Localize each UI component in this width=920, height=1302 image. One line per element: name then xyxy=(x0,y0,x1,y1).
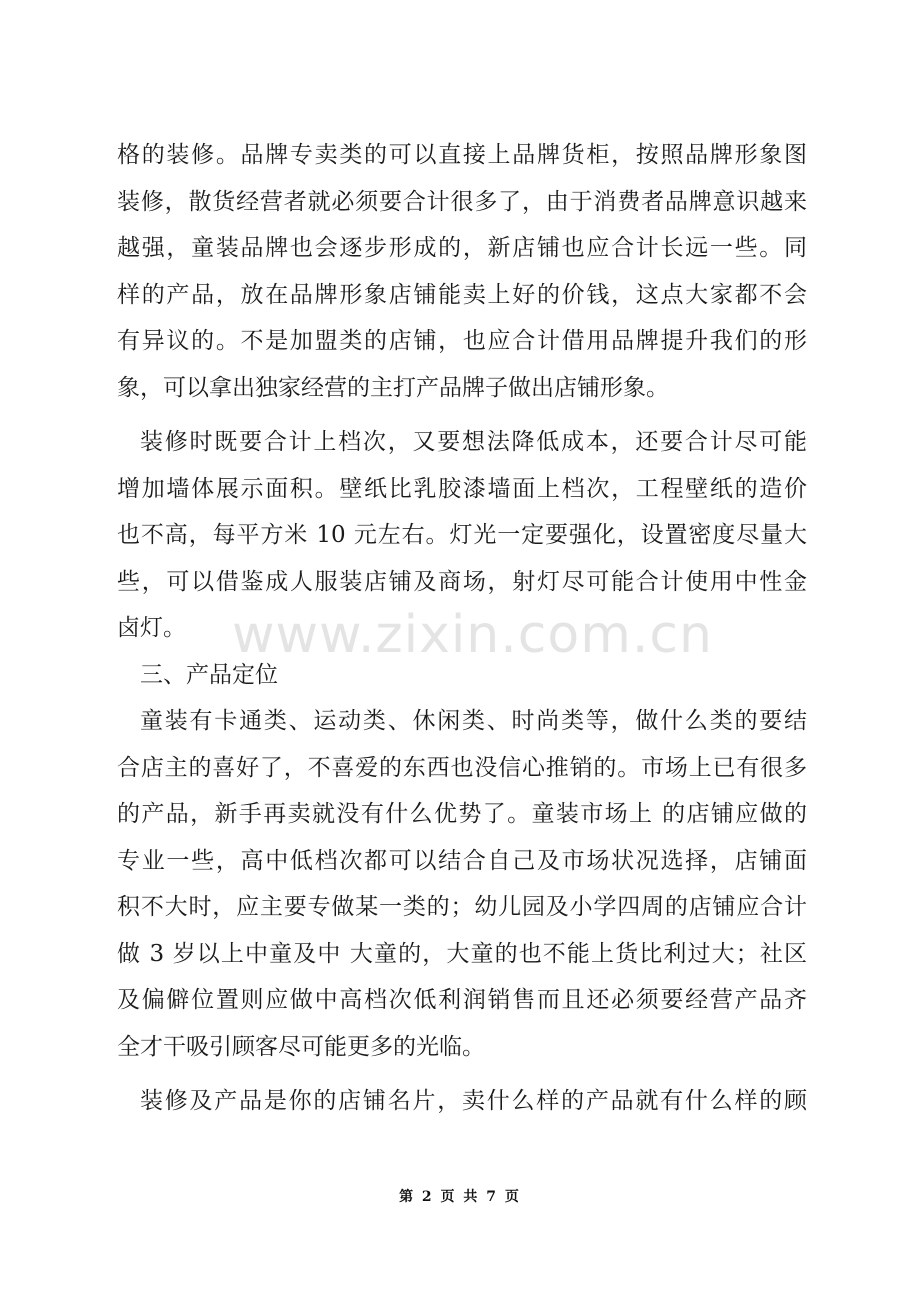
text-line: 增加墙体展示面积。壁纸比乳胶漆墙面上档次，工程壁纸的造价 xyxy=(117,475,807,502)
paragraph-first-line: 装修及产品是你的店铺名片，卖什么样的产品就有什么样的顾 xyxy=(140,1088,807,1114)
text-line: 也不高，每平方米 10 元左右。灯光一定要强化，设置密度尽量大 xyxy=(117,522,807,548)
text-line: 越强，童装品牌也会逐步形成的，新店铺也应合计长远一些。同 xyxy=(117,235,807,261)
text-line: 全才干吸引顾客尽可能更多的光临。 xyxy=(117,1033,485,1060)
paragraph-first-line: 装修时既要合计上档次，又要想法降低成本，还要合计尽可能 xyxy=(140,429,807,455)
text-line: 样的产品，放在品牌形象店铺能卖上好的价钱，这点大家都不会 xyxy=(117,281,807,308)
section-heading: 三、产品定位 xyxy=(140,661,278,688)
text-line: 象，可以拿出独家经营的主打产品牌子做出店铺形象。 xyxy=(117,374,669,401)
paragraph-first-line: 童装有卡通类、运动类、休闲类、时尚类等，做什么类的要结 xyxy=(140,708,807,734)
watermark: www.zixin.com.cn xyxy=(232,605,713,665)
text-line: 合店主的喜好了，不喜爱的东西也没信心推销的。市场上已有很多 xyxy=(117,754,807,781)
text-line: 些，可以借鉴成人服装店铺及商场，射灯尽可能合计使用中性金 xyxy=(117,568,807,595)
text-line: 及偏僻位置则应做中高档次低利润销售而且还必须要经营产品齐 xyxy=(117,987,807,1013)
text-line: 卤灯。 xyxy=(117,615,186,641)
text-line: 做 3 岁以上中童及中 大童的，大童的也不能上货比利过大；社区 xyxy=(117,940,807,967)
text-line: 装修，散货经营者就必须要合计很多了，由于消费者品牌意识越来 xyxy=(117,188,807,215)
text-line: 积不大时，应主要专做某一类的；幼儿园及小学四周的店铺应合计 xyxy=(117,894,807,920)
page-number-footer: 第 2 页 共 7 页 xyxy=(399,1189,521,1205)
text-line: 专业一些，高中低档次都可以结合自己及市场状况选择，店铺面 xyxy=(117,847,807,874)
text-line: 有异议的。不是加盟类的店铺，也应合计借用品牌提升我们的形 xyxy=(117,328,807,354)
text-line: 的产品，新手再卖就没有什么优势了。童装市场上 的店铺应做的 xyxy=(117,801,807,827)
text-line: 格的装修。品牌专卖类的可以直接上品牌货柜，按照品牌形象图 xyxy=(117,142,807,168)
